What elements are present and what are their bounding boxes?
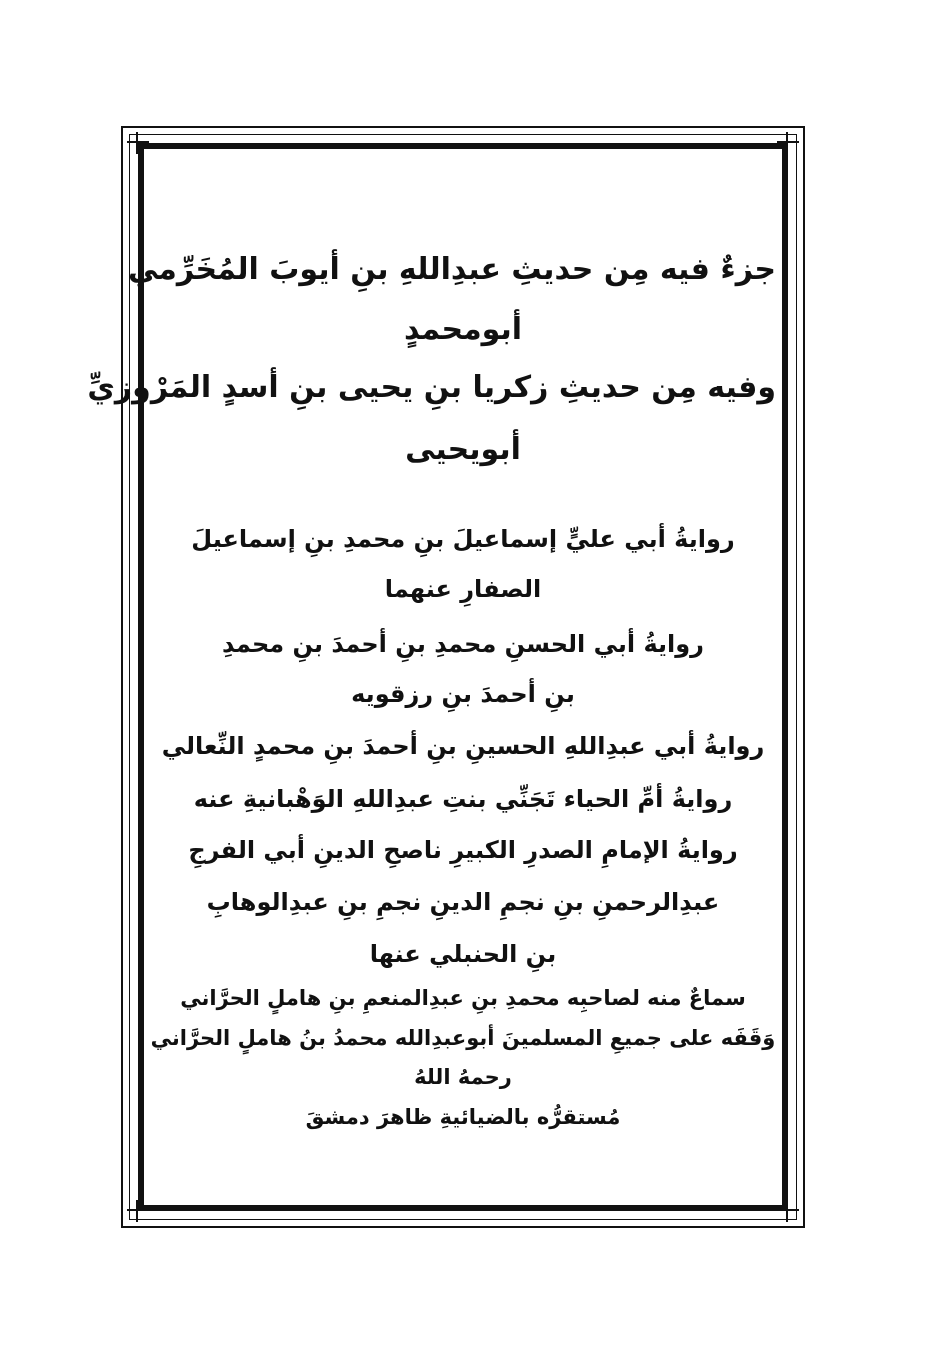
location-line: مُستقرُّه بالضيائيةِ ظاهرَ دمشقَ [305, 1105, 621, 1129]
title-line-2: أبومحمدٍ [404, 312, 522, 347]
chain-line-8: عبدِالرحمنِ بنِ نجمِ الدينِ نجمِ بنِ عبدِالوهابِ [206, 888, 720, 916]
chain-line-5: روايةُ أبي عبدِاللهِ الحسينِ بنِ أحمدَ بنِ محمدٍ النِّعالي [161, 732, 765, 760]
chain-line-6: روايةُ أمِّ الحياء تَجَنِّي بنتِ عبدِاللهِ الوَهْبانيةِ عنه [193, 785, 733, 813]
title-line-1: جزءٌ فيه مِن حديثِ عبدِاللهِ بنِ أيوبَ المُخَرِّمي [127, 252, 776, 287]
sama-line-1: سماعٌ منه لصاحبِه محمدِ بنِ عبدِالمنعمِ بنِ هاملٍ الحرَّاني [180, 986, 746, 1010]
corner-ornament-top-left [127, 132, 149, 154]
title-line-4: أبويحيى [405, 432, 521, 467]
chain-line-9: بنِ الحنبلي عنها [369, 940, 557, 968]
chain-line-3: روايةُ أبي الحسنِ محمدِ بنِ أحمدَ بنِ محمدِ [221, 630, 704, 658]
corner-ornament-bottom-left [127, 1200, 149, 1222]
title-page-text [87, 160, 776, 1200]
chain-line-2: الصفارِ عنهما [384, 575, 542, 603]
chain-line-7: روايةُ الإمامِ الصدرِ الكبيرِ ناصحِ الدينِ أبي الفرجِ [188, 836, 738, 864]
chain-line-4: بنِ أحمدَ بنِ رزقويه [351, 680, 575, 708]
waqf-line: وَقَفَه على جميعِ المسلمينَ أبوعبدِالله محمدُ بنُ هاملٍ الحرَّاني [150, 1026, 776, 1050]
chain-line-1: روايةُ أبي عليٍّ إسماعيلَ بنِ محمدِ بنِ إسماعيلَ [191, 525, 735, 553]
corner-ornament-bottom-right [777, 1200, 799, 1222]
dua-line: رحمهُ اللهُ [414, 1065, 512, 1089]
title-line-3: وفيه مِن حديثِ زكريا بنِ يحيى بنِ أسدٍ المَرْوزيِّ [87, 370, 776, 405]
corner-ornament-top-right [777, 132, 799, 154]
